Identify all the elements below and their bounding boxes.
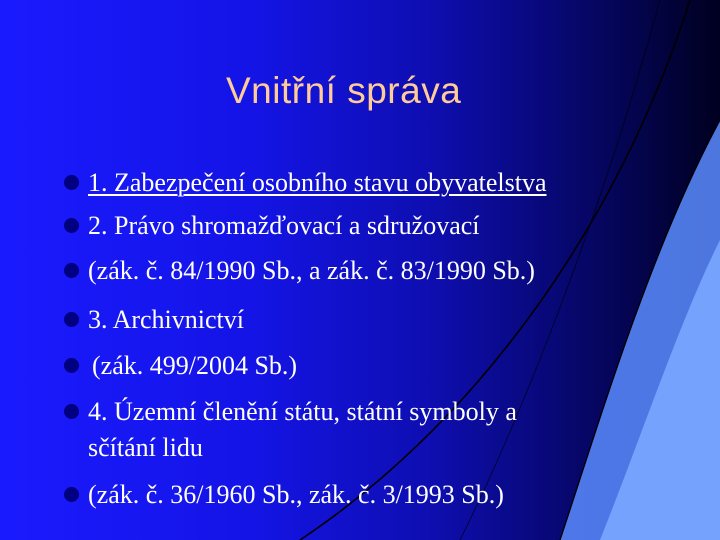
- bullet-icon: [64, 218, 79, 233]
- list-item-text: (zák. 499/2004 Sb.): [92, 351, 298, 380]
- bullet-icon: [64, 487, 79, 502]
- bullet-icon: [64, 404, 79, 419]
- list-item-text: 3. Archivnictví: [88, 305, 244, 334]
- bullet-icon: [64, 312, 79, 327]
- list-item-text: 1. Zabezpečení osobního stavu obyvatelstva: [88, 168, 547, 197]
- list-item-text-continuation: sčítání lidu: [88, 433, 203, 462]
- list-item-text: 4. Územní členění státu, státní symboly a: [88, 397, 517, 426]
- slide-title: Vnitřní správa: [226, 70, 462, 111]
- bullet-icon: [64, 175, 79, 190]
- bullet-icon: [64, 358, 79, 373]
- bullet-icon: [64, 263, 79, 278]
- list-item-text: 2. Právo shromažďovací a sdružovací: [88, 211, 480, 240]
- list-item-text: (zák. č. 36/1960 Sb., zák. č. 3/1993 Sb.): [88, 480, 504, 509]
- list-item-text: (zák. č. 84/1990 Sb., a zák. č. 83/1990 Sb.): [88, 256, 535, 285]
